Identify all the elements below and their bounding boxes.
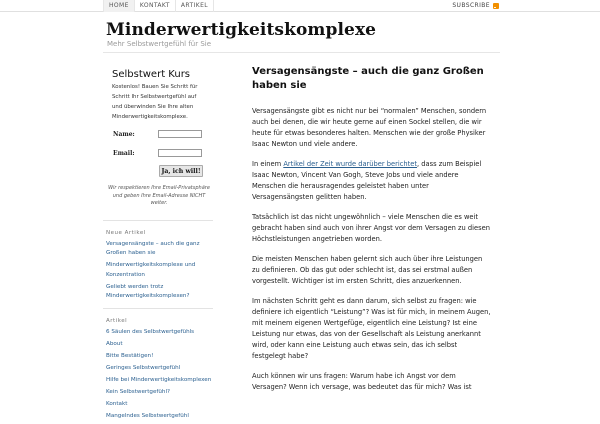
recent-post-link[interactable]: Geliebt werden trotz Minderwertigkeitskomplexen? — [106, 283, 190, 299]
recent-posts-heading: Neue Artikel — [106, 229, 146, 236]
list-item[interactable] — [103, 261, 213, 280]
list-item[interactable] — [103, 283, 213, 302]
nav-item-home[interactable]: HOME — [103, 0, 134, 12]
post-paragraph: Auch können wir uns fragen: Warum habe ich Angst vor dem Versagen? Wenn ich versage, was bedeutet das für mich? Was ist — [252, 372, 472, 391]
name-label: Name: — [113, 130, 135, 138]
article-link[interactable]: About — [106, 340, 123, 347]
course-widget-text: Kostenlos! Bauen Sie Schritt für Schritt Ihr Selbstwertgefühl auf und überwinden Sie Ihre alten Minderwertigkeitskomplexe. — [112, 84, 198, 120]
list-item[interactable] — [103, 240, 213, 259]
top-bar — [0, 0, 600, 12]
site-title[interactable]: Minderwertigkeitskomplexe — [106, 20, 377, 40]
article-link[interactable]: Geringes Selbstwertgefühl — [106, 364, 181, 371]
article-link[interactable]: Kein Selbstwertgefühl? — [106, 388, 170, 395]
sidebar-divider — [103, 220, 213, 221]
paragraph-text: In einem — [252, 160, 284, 168]
privacy-note: Wir respektieren Ihre Email-Privatsphäre und geben Ihre Email-Adresse NICHT weiter. — [108, 185, 210, 206]
list-item[interactable] — [103, 364, 213, 374]
header-divider — [103, 52, 500, 53]
sidebar — [103, 60, 213, 424]
article-link[interactable]: Bitte Bestätigen! — [106, 352, 154, 359]
rss-icon — [493, 3, 499, 9]
main-content — [252, 65, 492, 393]
articles-heading: Artikel — [106, 317, 128, 324]
name-row — [103, 130, 213, 138]
subscribe-submit-button[interactable]: Ja, ich will! — [159, 165, 203, 177]
article-link[interactable]: Mangelndes Selbstwertgefühl — [106, 412, 189, 419]
paragraph-text: , dass zum Beispiel Isaac Newton, Vincent Van Gogh, Steve Jobs und viele andere Menschen die herausragendes geleistet haben unter Versagensängsten gelitten haben. — [252, 160, 482, 201]
email-row — [103, 149, 213, 157]
article-link[interactable]: Kontakt — [106, 400, 128, 407]
post-paragraph: Tatsächlich ist das nicht ungewöhnlich – viele Menschen die es weit gebracht haben sind auch von ihrer Angst vor dem Versagen zu diesen Höchstleistungen angetrieben worden. — [252, 213, 490, 243]
article-link[interactable]: 6 Säulen des Selbstwertgefühls — [106, 328, 195, 335]
post-paragraph: Die meisten Menschen haben gelernt sich auch über ihre Leistungen zu definieren. Ob das gut oder schlecht ist, das sei erstmal außen vorgestellt. Wichtiger ist im ersten Schritt, dies anzuerkennen. — [252, 255, 483, 285]
zeit-article-link[interactable]: Artikel der Zeit wurde darüber berichtet — [283, 160, 418, 168]
sidebar-divider — [103, 308, 213, 309]
subscribe-link[interactable] — [452, 0, 499, 12]
subscribe-label: SUBSCRIBE — [452, 2, 490, 9]
email-field[interactable] — [158, 149, 202, 157]
email-label: Email: — [113, 149, 135, 157]
nav-item-artikel[interactable]: ARTIKEL — [175, 0, 214, 12]
list-item[interactable] — [103, 388, 213, 398]
list-item[interactable] — [103, 352, 213, 362]
post-paragraph: Versagensängste gibt es nicht nur bei “normalen” Menschen, sondern auch bei denen, die wir heute gerne auf einen Sockel stellen, die wir heute für etwas besonderes halten. Menschen wie der große Physiker Isaac Newton und viele andere. — [252, 107, 487, 148]
course-widget-title: Selbstwert Kurs — [112, 69, 191, 80]
recent-posts-list — [103, 240, 213, 302]
post-paragraph — [252, 159, 492, 203]
name-field[interactable] — [158, 130, 202, 138]
recent-post-link[interactable]: Minderwertigkeitskomplexe und Konzentration — [106, 262, 196, 278]
top-nav — [103, 0, 214, 12]
articles-list — [103, 328, 213, 422]
nav-item-kontakt[interactable]: KONTAKT — [134, 0, 175, 12]
list-item[interactable] — [103, 340, 213, 350]
post-title[interactable]: Versagensängste – auch die ganz Großen haben sie — [252, 66, 484, 91]
list-item[interactable] — [103, 376, 213, 386]
list-item[interactable] — [103, 328, 213, 338]
list-item[interactable] — [103, 400, 213, 410]
recent-post-link[interactable]: Versagensängste – auch die ganz Großen haben sie — [106, 240, 200, 256]
list-item[interactable] — [103, 412, 213, 422]
post-paragraph: Im nächsten Schritt geht es dann darum, sich selbst zu fragen: wie definiere ich eigentlich “Leistung”? Was ist für mich, in meinem Augen, mit meinem eigenen Wertgefüge, eigentlich eine Leistung? Ist eine Leistung nur etwas, das von der Gesellschaft als Leistung anerkannt wird, oder kann eine Leistung auch etwas sein, das ich selbst festgelegt habe? — [252, 297, 491, 360]
site-description: Mehr Selbstwertgefühl für Sie — [107, 40, 212, 48]
post-body — [252, 106, 492, 393]
article-link[interactable]: Hilfe bei Minderwertigkeitskomplexen — [106, 376, 212, 383]
